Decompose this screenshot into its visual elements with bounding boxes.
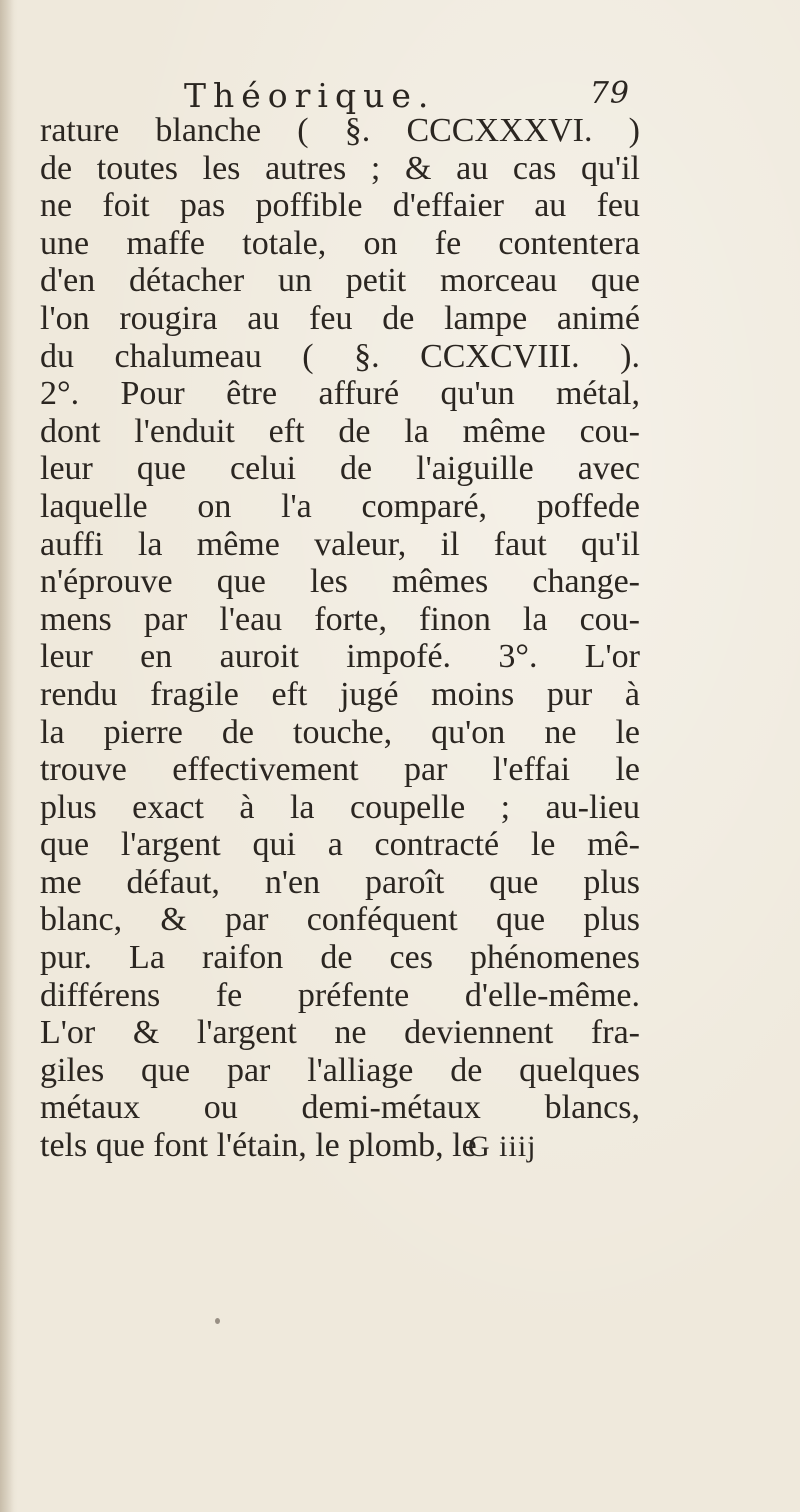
signature-mark: G iiij (468, 1130, 537, 1163)
text-line: l'on rougira au feu de lampe animé (40, 299, 640, 337)
text-line: blanc, & par conféquent que plus (40, 901, 640, 939)
running-title: Théorique. (184, 76, 436, 115)
text-line: ne foit pas poffible d'effaier au feu (40, 187, 640, 225)
page-header (160, 76, 630, 116)
text-line: giles que par l'alliage de quelques (40, 1051, 640, 1089)
text-line: plus exact à la coupelle ; au-lieu (40, 788, 640, 826)
text-line: leur que celui de l'aiguille avec (40, 450, 640, 488)
text-line: métaux ou demi-métaux blancs, (40, 1089, 640, 1127)
text-line: une maffe totale, on fe contentera (40, 224, 640, 262)
text-line: d'en détacher un petit morceau que (40, 262, 640, 300)
text-line: la pierre de touche, qu'on ne le (40, 713, 640, 751)
text-line: leur en auroit impofé. 3°. L'or (40, 638, 640, 676)
text-line: me défaut, n'en paroît que plus (40, 863, 640, 901)
text-line: de toutes les autres ; & au cas qu'il (40, 149, 640, 187)
page-number: 79 (589, 76, 630, 111)
text-line: auffi la même valeur, il faut qu'il (40, 525, 640, 563)
text-line: pur. La raifon de ces phénomenes (40, 939, 640, 977)
text-line: 2°. Pour être affuré qu'un métal, (40, 375, 640, 413)
ink-spot (215, 1318, 220, 1324)
text-line: dont l'enduit eft de la même cou- (40, 412, 640, 450)
text-line: n'éprouve que les mêmes change- (40, 563, 640, 601)
text-line: mens par l'eau forte, finon la cou- (40, 600, 640, 638)
text-line: rature blanche ( §. CCCXXXVI. ) (40, 112, 640, 149)
body-text (40, 112, 640, 1165)
text-line: tels que font l'étain, le plomb, le (40, 1127, 477, 1165)
binding-shadow (0, 0, 14, 1512)
text-line: laquelle on l'a comparé, poffede (40, 487, 640, 525)
text-line: du chalumeau ( §. CCXCVIII. ). (40, 337, 640, 375)
text-line: différens fe préfente d'elle-même. (40, 976, 640, 1014)
text-line: rendu fragile eft jugé moins pur à (40, 675, 640, 713)
text-line: que l'argent qui a contracté le mê- (40, 826, 640, 864)
text-line: L'or & l'argent ne deviennent fra- (40, 1014, 640, 1052)
text-line: trouve effectivement par l'effai le (40, 751, 640, 789)
